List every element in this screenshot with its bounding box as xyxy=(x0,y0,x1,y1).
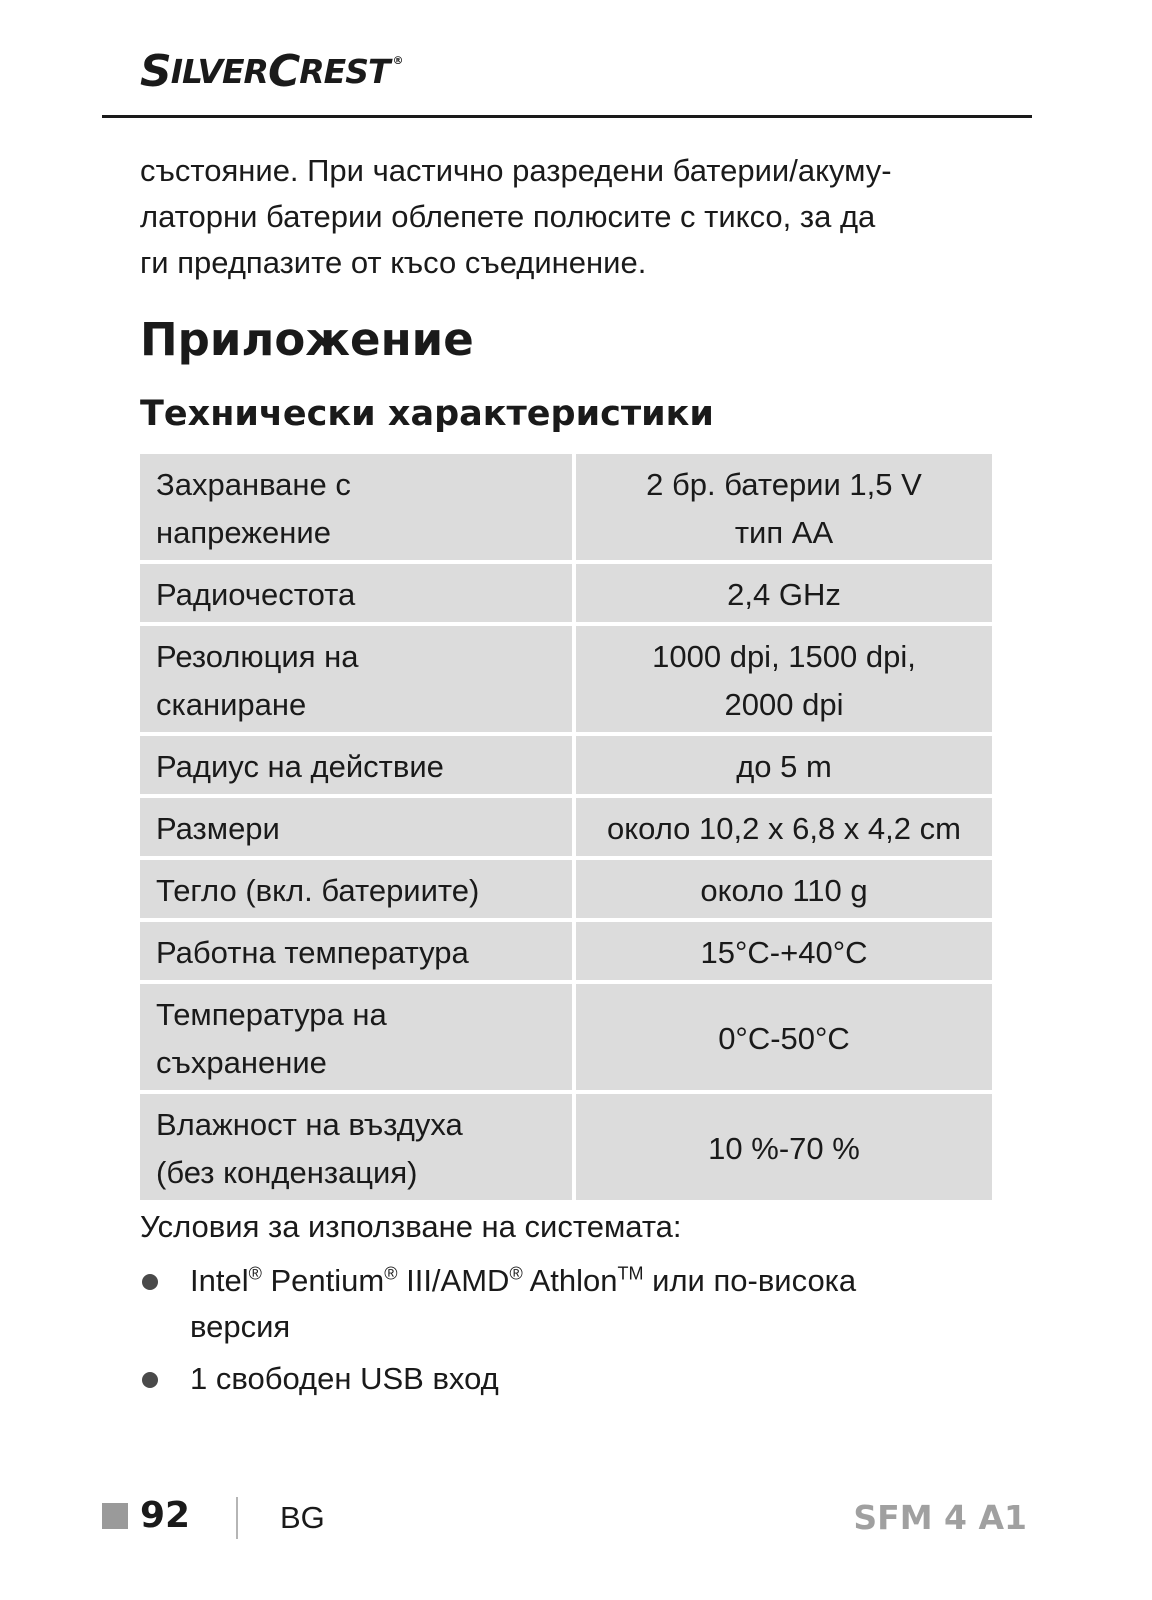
spec-value xyxy=(576,984,992,1094)
registered-mark: ® xyxy=(384,1263,398,1284)
spec-label xyxy=(140,626,576,736)
spec-value-line: около 10,2 x 6,8 x 4,2 cm xyxy=(607,811,961,846)
spec-label-line: сканиране xyxy=(156,687,307,722)
spec-label-line: Радиус на действие xyxy=(156,749,444,784)
spec-row-power xyxy=(140,454,992,564)
system-requirements xyxy=(140,1204,1020,1408)
registered-mark: ® xyxy=(248,1263,262,1284)
spec-row-resolution xyxy=(140,626,992,736)
intro-line: ги предпазите от късо съединение. xyxy=(140,245,647,280)
requirement-text: III/AMD xyxy=(397,1263,510,1298)
logo-text-rest: REST xyxy=(299,52,390,91)
spec-value-line: тип AA xyxy=(734,515,834,550)
spec-label xyxy=(140,454,576,564)
spec-value xyxy=(576,736,992,798)
spec-row-humidity xyxy=(140,1094,992,1204)
requirement-cpu-line: версия xyxy=(190,1309,291,1344)
language-code: BG xyxy=(280,1500,325,1535)
spec-row-storage-temperature xyxy=(140,984,992,1094)
page-footer xyxy=(102,1495,1027,1545)
page-number: 92 xyxy=(140,1495,191,1536)
spec-value-line: 2000 dpi xyxy=(724,687,844,722)
spec-label-line: Резолюция на xyxy=(156,639,359,674)
bullet-icon xyxy=(142,1274,158,1290)
spec-label xyxy=(140,736,576,798)
requirement-text: Pentium xyxy=(261,1263,385,1298)
spec-label xyxy=(140,860,576,922)
intro-line: състояние. При частично разредени батерии/акуму- xyxy=(140,153,892,188)
spec-label xyxy=(140,798,576,860)
spec-label-line: Захранване с xyxy=(156,467,351,502)
spec-label-line: Температура на xyxy=(156,997,387,1032)
spec-label xyxy=(140,564,576,626)
spec-label-line: Радиочестота xyxy=(156,577,356,612)
list-item xyxy=(140,1356,1020,1402)
spec-label-line: Тегло (вкл. батериите) xyxy=(156,873,480,908)
header-rule xyxy=(102,115,1032,118)
spec-value xyxy=(576,860,992,922)
spec-row-dimensions xyxy=(140,798,992,860)
spec-label xyxy=(140,922,576,984)
logo-letter-c: C xyxy=(267,46,300,97)
section-title: Приложение xyxy=(140,313,474,366)
model-code: SFM 4 A1 xyxy=(853,1498,1027,1537)
list-item xyxy=(140,1258,1020,1350)
intro-paragraph xyxy=(140,148,1020,286)
spec-value-line: 0°C-50°C xyxy=(718,1021,850,1056)
logo-letter-s: S xyxy=(140,46,171,97)
requirements-intro: Условия за използване на системата: xyxy=(140,1209,682,1244)
spec-row-operating-temperature xyxy=(140,922,992,984)
spec-label xyxy=(140,1094,576,1204)
spec-value xyxy=(576,454,992,564)
requirement-text: Athlon xyxy=(522,1263,618,1298)
bullet-icon xyxy=(142,1372,158,1388)
spec-value-line: 1000 dpi, 1500 dpi, xyxy=(652,639,916,674)
spec-value xyxy=(576,564,992,626)
logo-text-ilver: ILVER xyxy=(170,52,268,91)
spec-label-line: Работна температура xyxy=(156,935,469,970)
spec-value-line: 2,4 GHz xyxy=(727,577,841,612)
spec-row-weight xyxy=(140,860,992,922)
trademark-mark: TM xyxy=(617,1263,644,1284)
spec-value xyxy=(576,922,992,984)
spec-value-line: около 110 g xyxy=(700,873,868,908)
spec-row-frequency xyxy=(140,564,992,626)
spec-value xyxy=(576,1094,992,1204)
logo-registered-mark: ® xyxy=(392,54,403,67)
spec-label-line: (без кондензация) xyxy=(156,1155,418,1190)
spec-value-line: 10 %-70 % xyxy=(708,1131,860,1166)
subsection-title: Технически характеристики xyxy=(140,394,714,434)
requirements-list xyxy=(140,1258,1020,1402)
registered-mark: ® xyxy=(509,1263,523,1284)
footer-divider xyxy=(236,1497,238,1539)
spec-label xyxy=(140,984,576,1094)
spec-label-line: Влажност на въздуха xyxy=(156,1107,463,1142)
spec-label-line: съхранение xyxy=(156,1045,327,1080)
spec-value xyxy=(576,626,992,736)
spec-label-line: напрежение xyxy=(156,515,331,550)
requirement-cpu-line xyxy=(190,1258,1020,1304)
spec-value-line: 15°C-+40°C xyxy=(700,935,868,970)
spec-value-line: 2 бр. батерии 1,5 V xyxy=(646,467,922,502)
spec-row-range xyxy=(140,736,992,798)
spec-value xyxy=(576,798,992,860)
requirement-text: или по-висока xyxy=(643,1263,857,1298)
footer-square-icon xyxy=(102,1503,128,1529)
silvercrest-logo xyxy=(140,46,403,100)
intro-line: латорни батерии облепете полюсите с тиксо, за да xyxy=(140,199,876,234)
requirement-text: Intel xyxy=(190,1263,249,1298)
spec-label-line: Размери xyxy=(156,811,280,846)
spec-value-line: до 5 m xyxy=(736,749,832,784)
requirement-usb: 1 свободен USB вход xyxy=(190,1361,499,1396)
spec-table xyxy=(140,454,992,1204)
